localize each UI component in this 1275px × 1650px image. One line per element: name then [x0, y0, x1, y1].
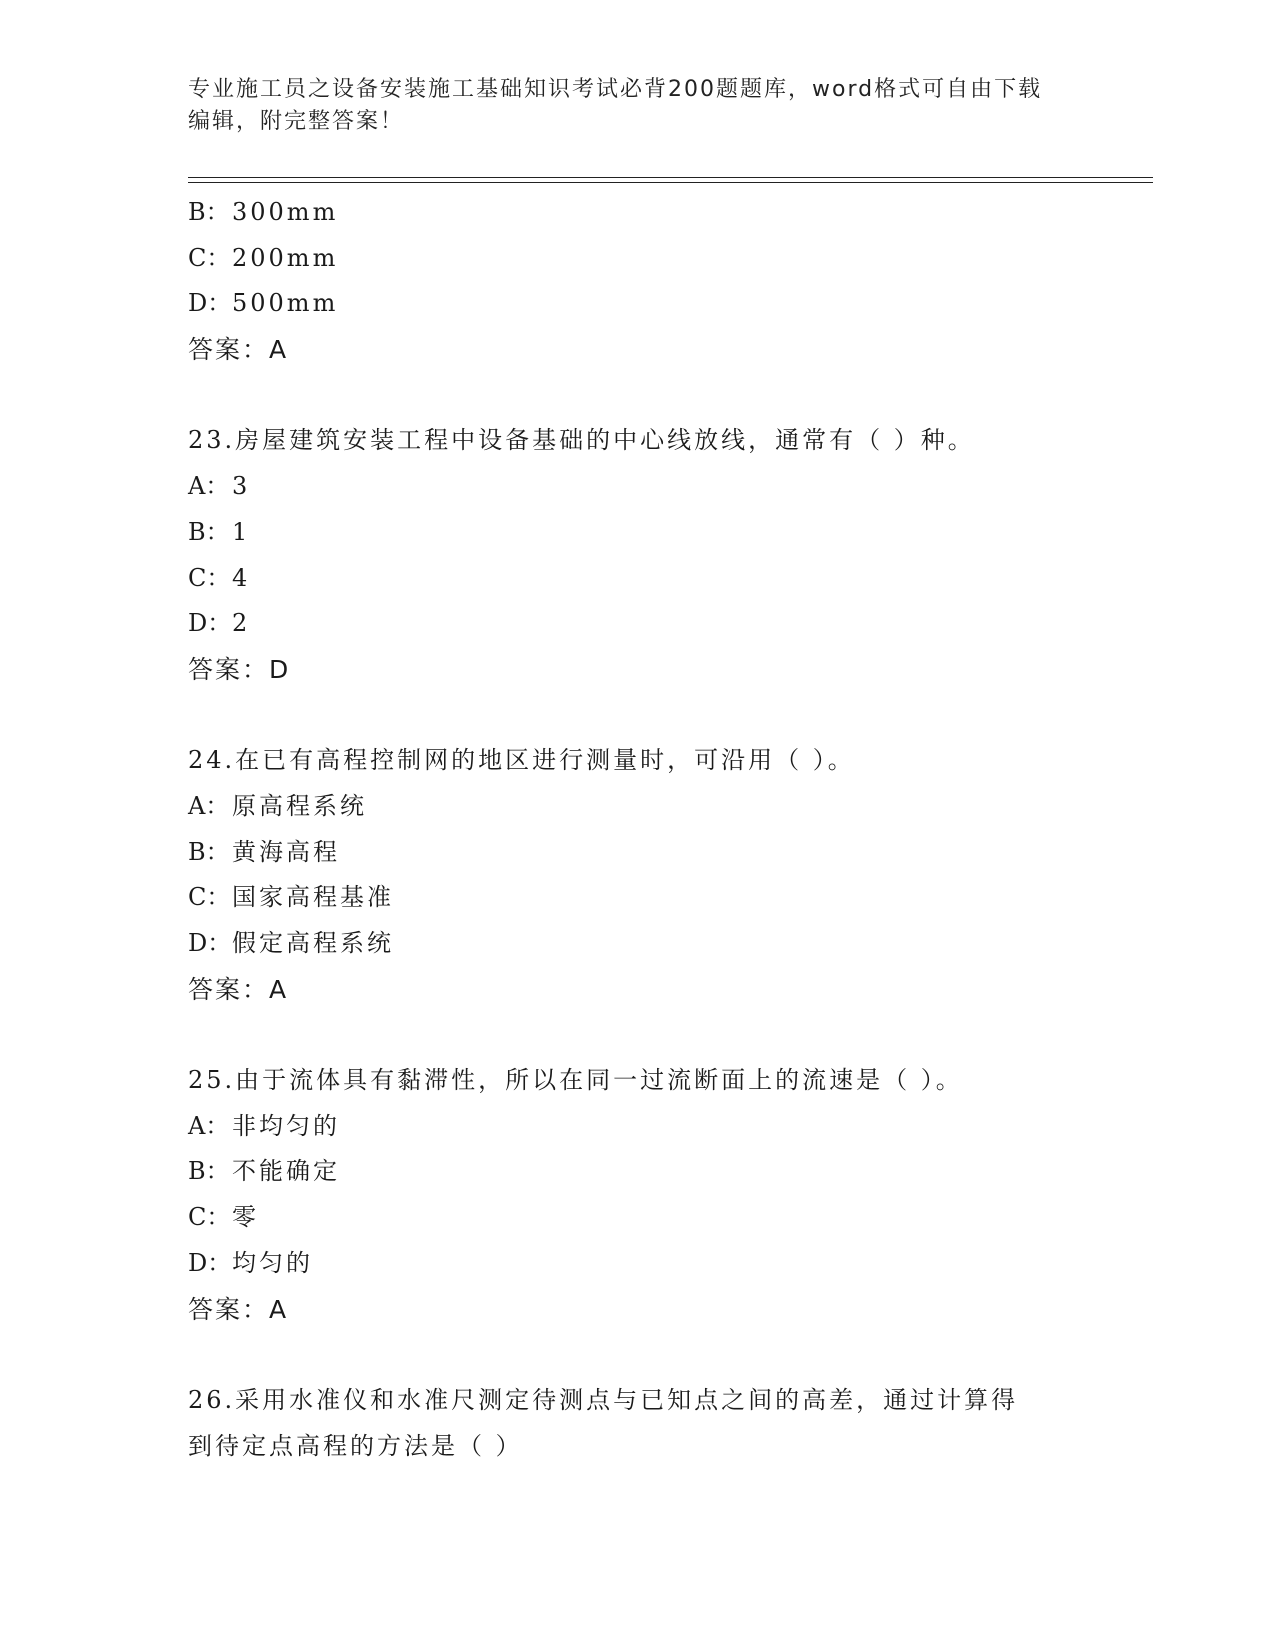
- option-key: B：: [188, 837, 230, 866]
- option-d: [188, 921, 1088, 967]
- option-key: A：: [188, 472, 230, 501]
- option-text: 非均匀的: [232, 1111, 340, 1140]
- option-text: 原高程系统: [232, 791, 367, 820]
- option-c: [188, 875, 1088, 921]
- option-key: B：: [188, 198, 230, 226]
- option-key: B：: [188, 1157, 230, 1186]
- option-key: D：: [188, 289, 232, 318]
- question-stem-line-1: 26.采用水准仪和水准尺测定待测点与已知点之间的高差，通过计算得: [188, 1385, 1019, 1414]
- option-key: D：: [188, 929, 232, 957]
- answer-line: 答案：A: [188, 1294, 289, 1324]
- question-stem: 24.在已有高程控制网的地区进行测量时，可沿用（ ）。: [188, 746, 855, 775]
- option-text: 500mm: [232, 289, 339, 318]
- answer-line: 答案：A: [188, 974, 289, 1004]
- header-title-line-2: 编辑，附完整答案！: [188, 109, 405, 134]
- question-26: [188, 1378, 1088, 1469]
- option-text: 2: [232, 609, 251, 638]
- option-key: C：: [188, 243, 231, 272]
- spacer: [188, 1332, 1088, 1378]
- answer-line: 答案：A: [188, 335, 289, 365]
- option-a: [188, 784, 1088, 830]
- spacer: [188, 373, 1088, 419]
- question-stem-line-2: 到待定点高程的方法是（ ）: [188, 1431, 523, 1460]
- question-22-continued: [188, 190, 1088, 373]
- option-d: [188, 1241, 1088, 1287]
- option-c: [188, 556, 1088, 602]
- option-c: [188, 1195, 1088, 1241]
- option-key: A：: [188, 791, 230, 820]
- option-text: 300mm: [232, 198, 339, 226]
- option-b: [188, 190, 1088, 236]
- question-list: [188, 190, 1088, 1469]
- option-d: [188, 601, 1088, 647]
- option-c: [188, 236, 1088, 282]
- question-stem: 23.房屋建筑安装工程中设备基础的中心线放线，通常有（ ）种。: [188, 426, 975, 455]
- header-divider-top: [188, 177, 1153, 178]
- question-24: [188, 738, 1088, 1012]
- page-header-title: [188, 74, 1078, 138]
- header-title-line-1: 专业施工员之设备安装施工基础知识考试必背200题题库，word格式可自由下载: [188, 77, 1043, 102]
- option-text: 零: [232, 1203, 259, 1232]
- option-d: [188, 281, 1088, 327]
- option-text: 黄海高程: [232, 837, 340, 866]
- header-divider-bottom: [188, 182, 1153, 183]
- question-23: [188, 418, 1088, 692]
- spacer: [188, 693, 1088, 739]
- option-b: [188, 830, 1088, 876]
- option-key: C：: [188, 563, 231, 592]
- option-a: [188, 1104, 1088, 1150]
- answer-line: 答案：D: [188, 654, 291, 684]
- option-text: 4: [232, 563, 251, 592]
- option-text: 不能确定: [232, 1157, 340, 1186]
- option-key: C：: [188, 1203, 231, 1232]
- option-b: [188, 510, 1088, 556]
- option-key: A：: [188, 1111, 230, 1140]
- option-text: 均匀的: [232, 1248, 313, 1277]
- option-text: 200mm: [232, 243, 339, 272]
- option-text: 1: [232, 517, 251, 546]
- option-key: C：: [188, 883, 231, 912]
- question-stem: 25.由于流体具有黏滞性，所以在同一过流断面上的流速是（ ）。: [188, 1066, 963, 1095]
- option-text: 假定高程系统: [232, 929, 394, 957]
- question-25: [188, 1058, 1088, 1332]
- option-a: [188, 464, 1088, 510]
- option-text: 国家高程基准: [232, 883, 394, 912]
- option-b: [188, 1149, 1088, 1195]
- option-text: 3: [232, 472, 251, 501]
- spacer: [188, 1012, 1088, 1058]
- option-key: B：: [188, 517, 230, 546]
- option-key: D：: [188, 1248, 232, 1277]
- option-key: D：: [188, 609, 232, 638]
